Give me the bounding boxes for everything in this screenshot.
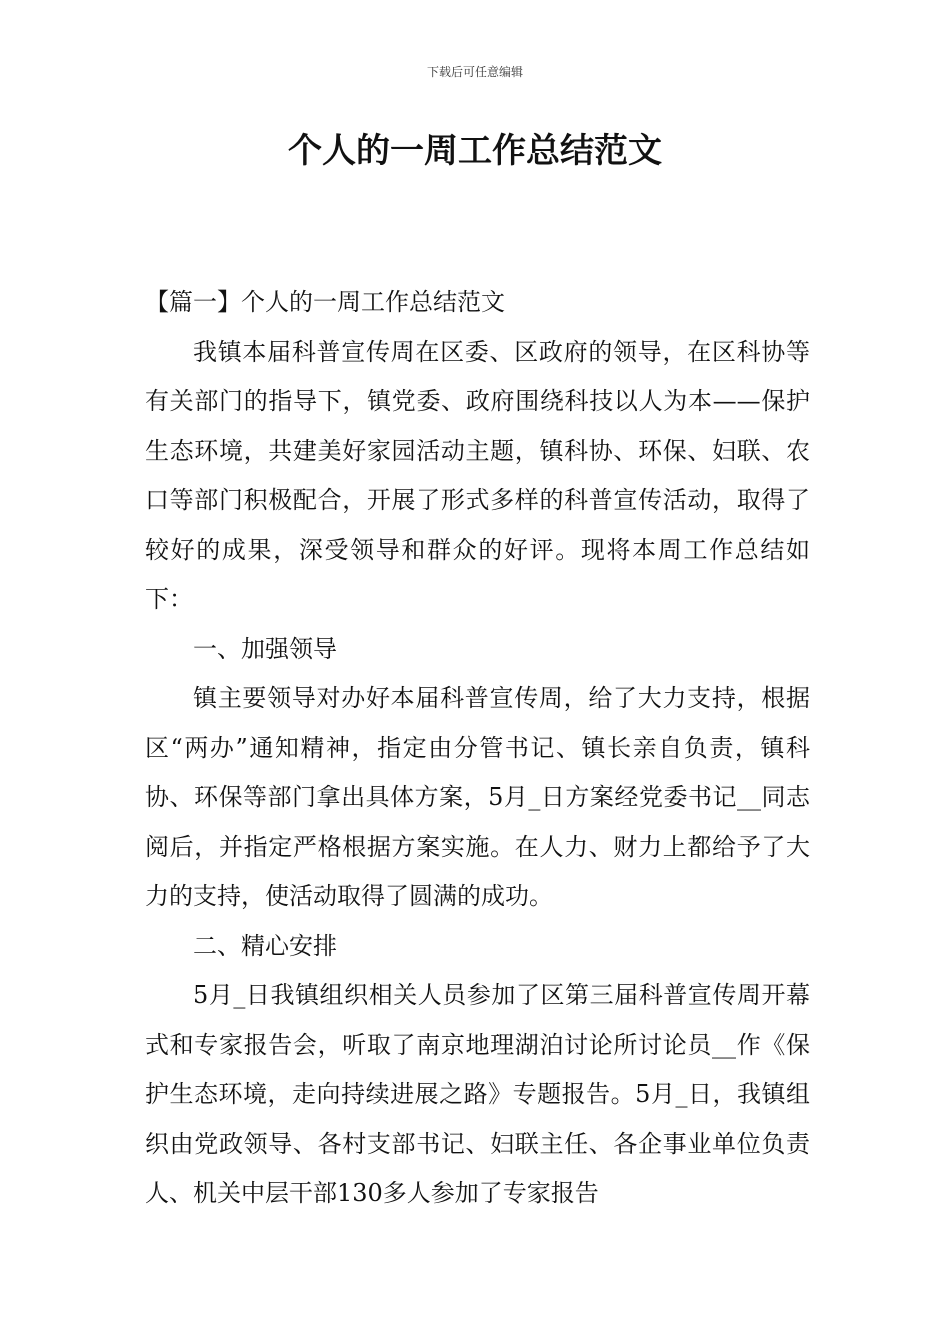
body-paragraph-leadership: 镇主要领导对办好本届科普宣传周，给了大力支持，根据区“两办”通知精神，指定由分管书记、镇长亲自负责，镇科协、环保等部门拿出具体方案，5月_日方案经党委书记__同志阅后，并指定严格根据方案实施。在人力、财力上都给予了大力的支持，使活动取得了圆满的成功。 [145,684,810,910]
section-heading: 【篇一】个人的一周工作总结范文 [145,288,505,316]
document-title: 个人的一周工作总结范文 [288,131,662,171]
subheading-careful-arrangement: 二、精心安排 [193,931,337,960]
subheading-strengthen-leadership: 一、加强领导 [193,634,337,663]
body-paragraph-intro: 我镇本届科普宣传周在区委、区政府的领导，在区科协等有关部门的指导下，镇党委、政府围绕科技以人为本——保护生态环境，共建美好家园活动主题，镇科协、环保、妇联、农口等部门积极配合，开展了形式多样的科普宣传活动，取得了较好的成果，深受领导和群众的好评。现将本周工作总结如下： [145,337,810,613]
document-body [145,278,810,1219]
page-header-note: 下载后可任意编辑 [426,65,523,79]
body-paragraph-arrangement: 5月_日我镇组织相关人员参加了区第三届科普宣传周开幕式和专家报告会，听取了南京地理湖泊讨论所讨论员__作《保护生态环境，走向持续进展之路》专题报告。5月_日，我镇组织由党政领导、各村支部书记、妇联主任、各企事业单位负责人、机关中层干部130多人参加了专家报告 [145,981,810,1207]
